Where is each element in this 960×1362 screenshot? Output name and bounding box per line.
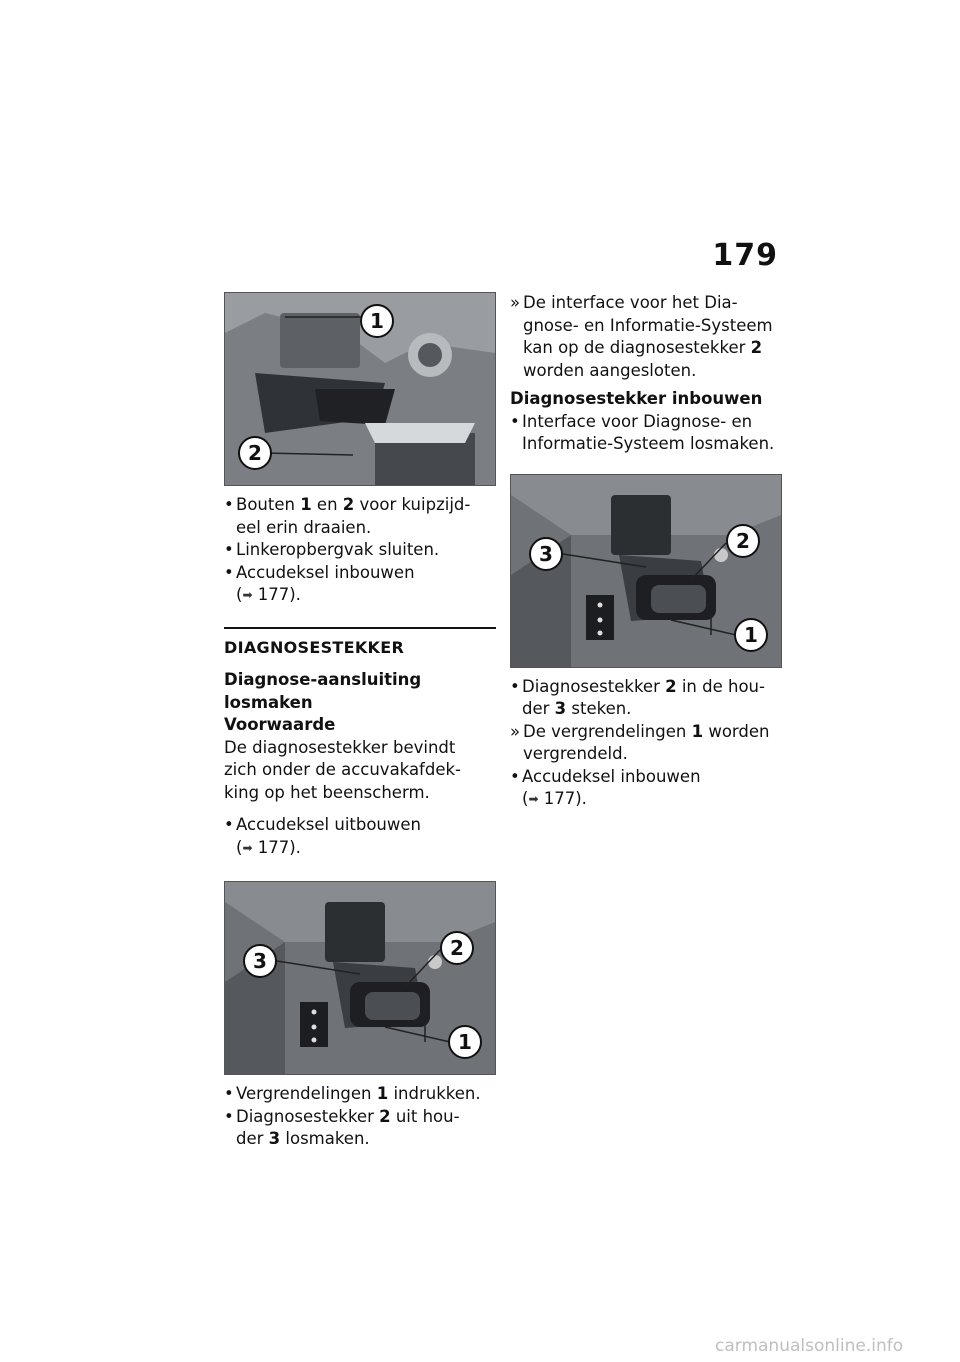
list-item: • Interface voor Diagnose- en Informatie-Systeem losmaken. [510,411,775,453]
list-item: » De vergrendelingen 1 worden vergrendeld. [510,721,770,763]
page-number: 179 [712,238,778,273]
callout-1: 1 [458,1030,472,1054]
result-interface [510,292,782,382]
page-reference[interactable]: 177). [543,789,587,808]
subsection-title: Diagnosestekker inbouwen [510,389,763,408]
bullet-icon: • [224,1106,234,1126]
page-reference[interactable]: 177). [257,837,301,857]
callout-2: 2 [736,528,750,553]
steps-bolts [224,494,496,607]
callout-1: 1 [370,309,384,333]
bullet-icon: • [224,562,234,582]
connector-illustration [225,882,495,1074]
bullet-icon: • [510,411,520,431]
figure-connector-remove [224,881,496,1075]
bullet-icon: • [224,815,234,834]
bullet-icon: • [224,1084,234,1103]
left-column [224,292,496,1151]
bullet-icon: • [510,766,520,786]
list-item: • Accudeksel inbouwen (➡ 177). [510,766,701,808]
callout-3: 3 [253,949,267,973]
bullet-icon: • [224,495,234,514]
callout-1: 1 [744,622,758,647]
bolts-illustration [225,293,495,485]
figure-bolts [224,292,496,486]
list-item: • Vergrendelingen 1 indrukken. [224,1083,496,1106]
bullet-icon: • [224,540,234,559]
steps-interface [510,411,782,456]
section-title: DIAGNOSESTEKKER [224,637,405,657]
page-reference[interactable]: 177). [257,585,301,604]
result-marker-icon: » [510,293,521,312]
callout-3: 3 [539,541,553,566]
ref-arrow-icon: ➡ [528,792,539,806]
subsection-title: Diagnose-aansluiting losmaken [224,670,422,712]
ref-arrow-icon: ➡ [242,840,253,855]
watermark[interactable]: carmanualsonline.info [715,1336,904,1356]
list-item: • Diagnosestekker 2 uit hou- der 3 losmaken. [224,1106,460,1148]
right-column [510,292,782,811]
list-item: • Linkeropbergvak sluiten. [224,539,496,562]
result-marker-icon: » [510,721,521,741]
steps-remove-connector [224,1083,496,1151]
precondition-title: Voorwaarde [224,715,336,734]
bullet-icon: • [510,676,520,696]
list-item: • Accudeksel inbouwen (➡ 177). [224,562,415,604]
precondition-text: De diagnosestekker bevindt zich onder de accuvakafdek- king op het beenscherm. [224,737,462,802]
connector-illustration [511,475,781,667]
list-item: • Accudeksel uitbouwen (➡ 177). [224,815,421,857]
list-item: » De interface voor het Dia- gnose- en Informatie-Systeem kan op de diagnosestekker 2 worden aangesloten. [510,293,773,380]
callout-2: 2 [248,441,262,465]
steps-install-connector [510,676,782,811]
list-item: • Diagnosestekker 2 in de hou- der 3 steken. [510,676,765,718]
ref-arrow-icon: ➡ [242,588,253,602]
list-item: • Bouten 1 en 2 voor kuipzijd- eel erin draaien. [224,495,471,537]
callout-2: 2 [450,936,464,960]
figure-connector-install [510,474,782,668]
section-diagnosestekker [224,627,496,860]
